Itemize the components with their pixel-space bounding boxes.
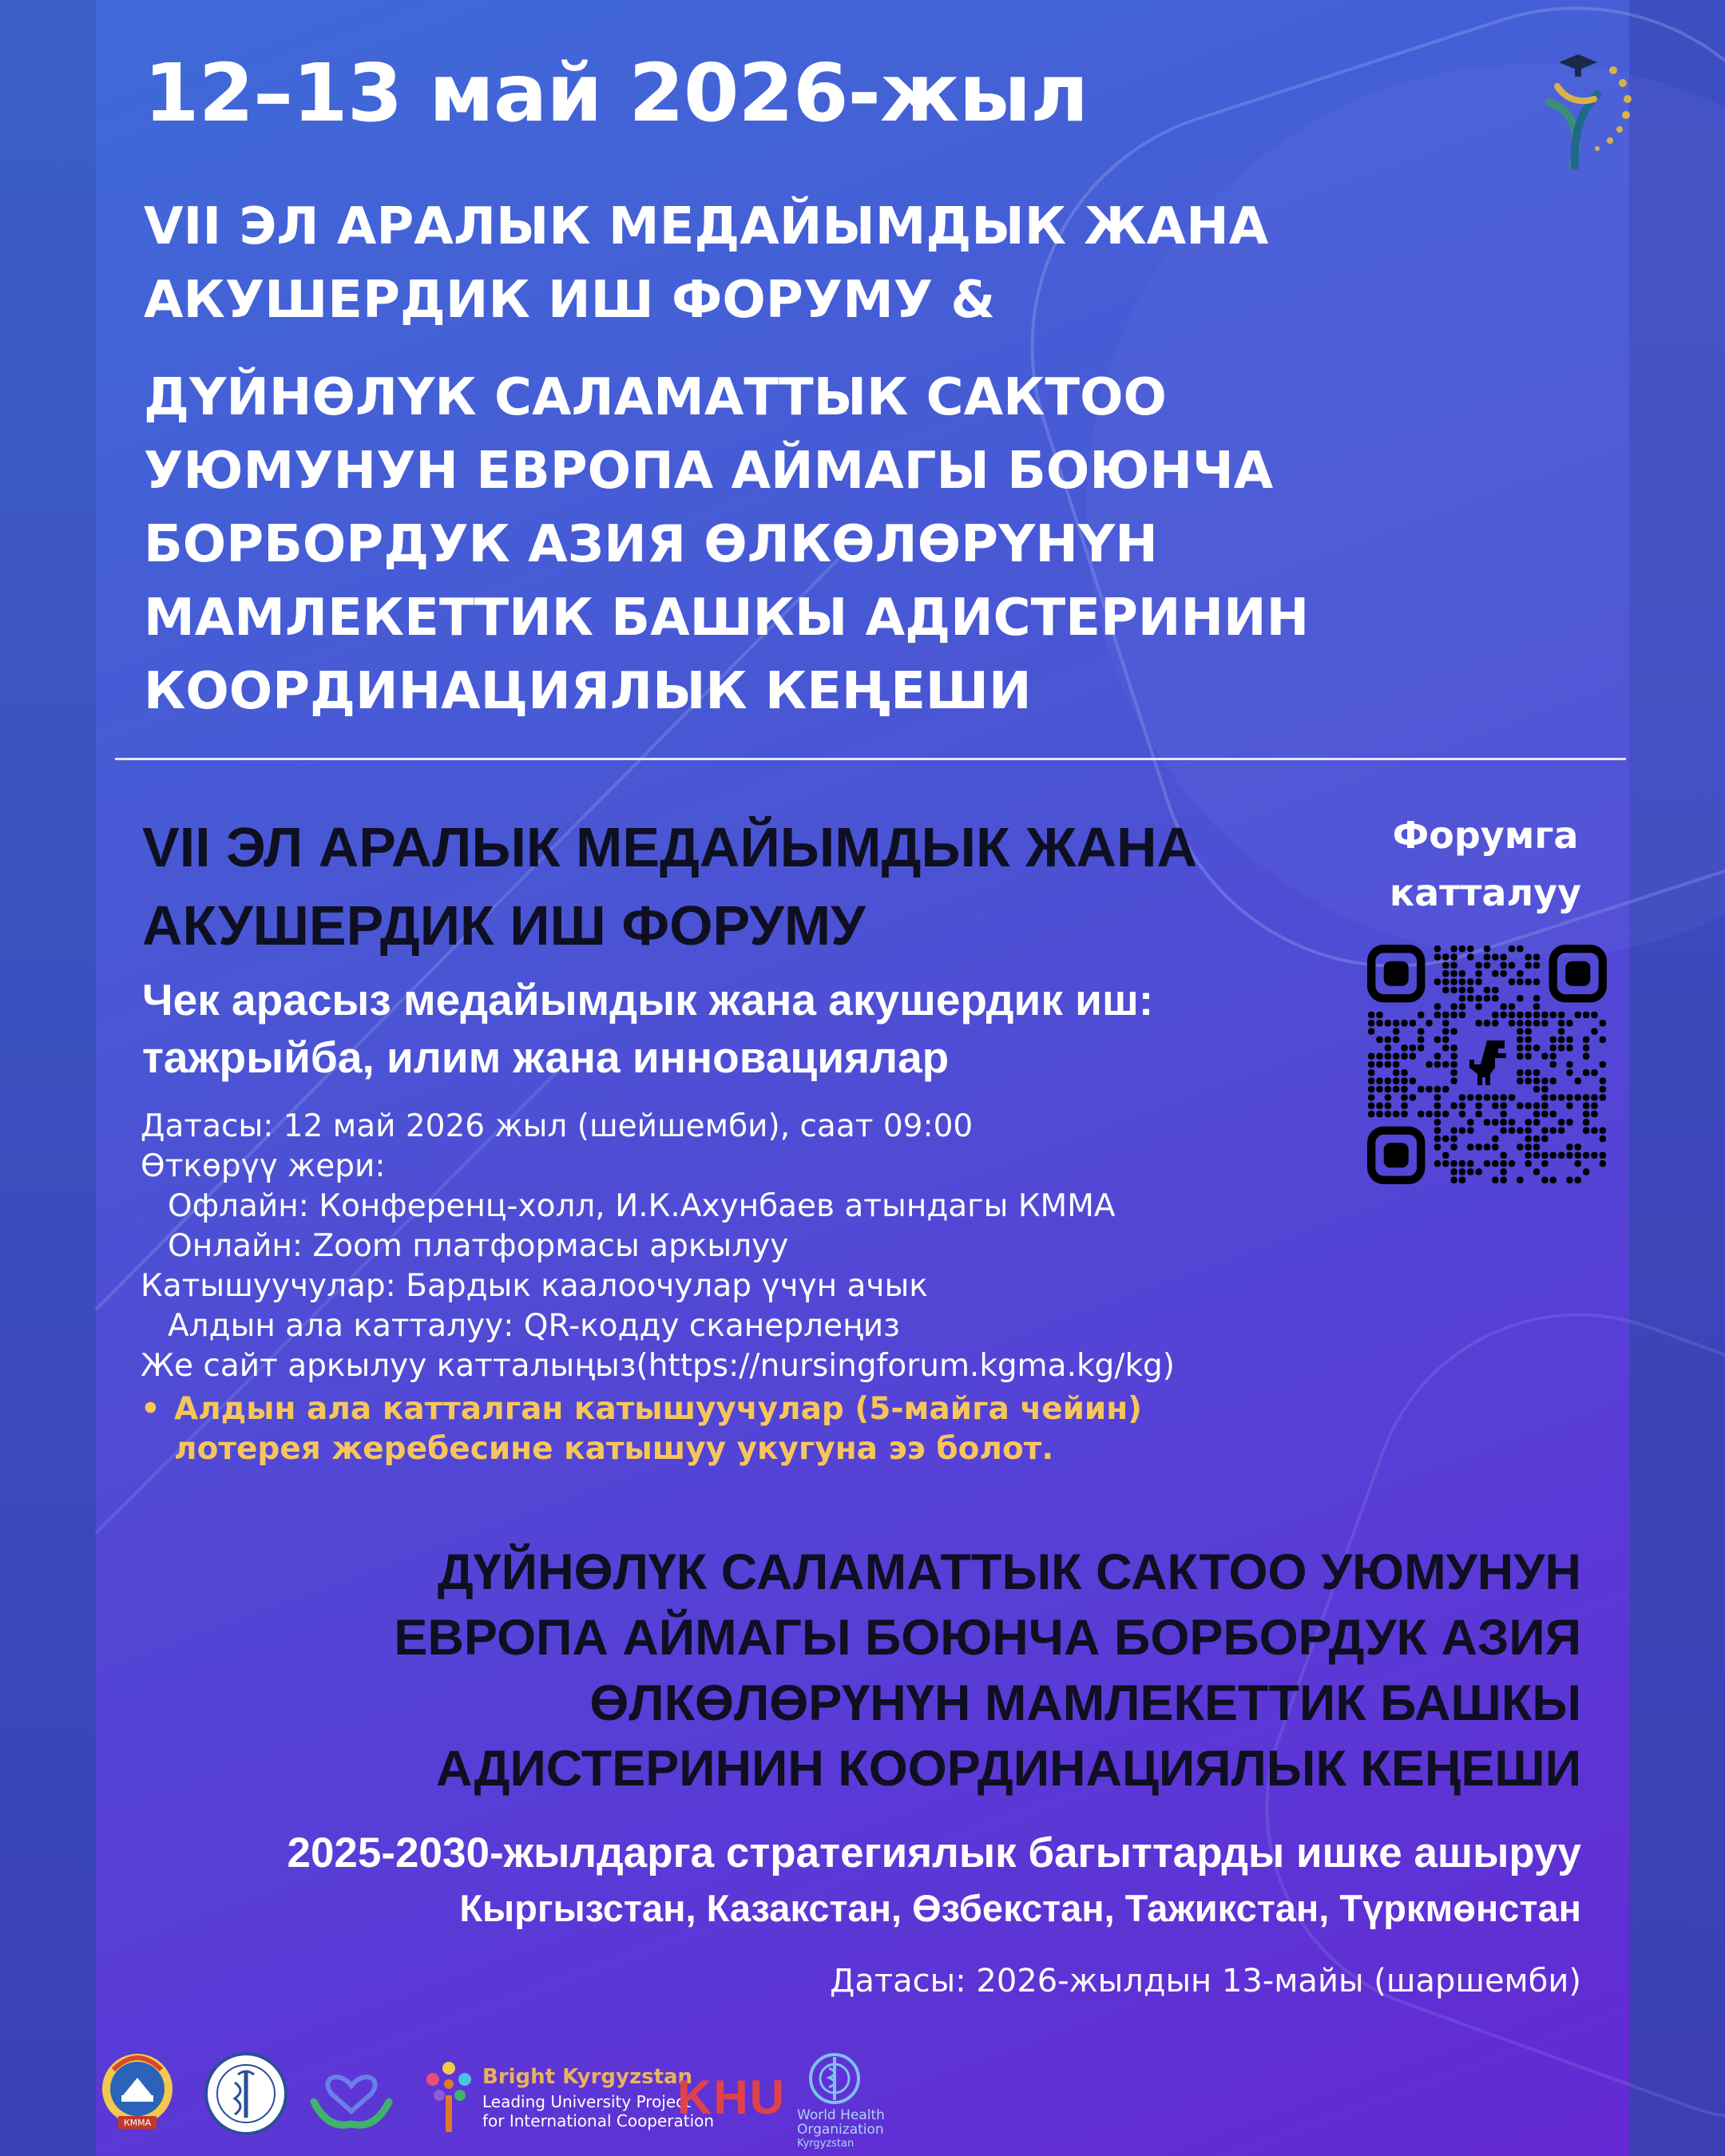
kgma-text: КММА — [123, 2118, 152, 2128]
who-emblem-icon — [807, 2051, 862, 2106]
header-forum-title — [144, 190, 1453, 337]
forum-date: Датасы: 12 май 2026 жыл (шейшемби), саат 09:00 — [141, 1108, 974, 1144]
registration-label-line: Форумга — [1392, 814, 1579, 857]
note-line: лотерея жеребесине катышуу укугуна ээ болот. — [174, 1431, 1054, 1467]
who-text — [797, 2108, 885, 2151]
header-line: УЮМУНУН ЕВРОПА АЙМАГЫ БОЮНЧА — [144, 442, 1274, 501]
bullet-icon: • — [141, 1391, 161, 1427]
council-title-line: ӨЛКӨЛӨРҮНҮН МАМЛЕКЕТТИК БАШКЫ — [589, 1675, 1581, 1731]
forum-details — [141, 1107, 1338, 1386]
header-line: МАМЛЕКЕТТИК БАШКЫ АДИСТЕРИНИН — [144, 589, 1310, 648]
forum-subtitle-line: Чек арасыз медайымдык жана акушердик иш: — [142, 975, 1154, 1024]
who-line: World Health — [797, 2107, 885, 2123]
note-line: Алдын ала катталган катышуучулар (5-майга чейин) — [174, 1391, 1142, 1427]
council-title-line: ДҮЙНӨЛҮК САЛАМАТТЫК САКТОО УЮМУНУН — [437, 1544, 1581, 1600]
who-line: Organization — [797, 2122, 884, 2138]
registration-label — [1350, 807, 1621, 921]
council-date: Датасы: 2026-жылдын 13-майы (шаршемби) — [830, 1963, 1581, 1999]
lottery-note — [141, 1389, 1259, 1469]
venue-online: Онлайн: Zoom платформасы аркылуу — [168, 1228, 789, 1264]
forum-emblem-icon — [1517, 46, 1637, 182]
preregistration: Алдын ала катталуу: QR-кодду сканерлеңиз — [168, 1308, 900, 1344]
registration-label-line: катталуу — [1389, 871, 1582, 914]
forum-subtitle — [142, 971, 1340, 1086]
kgma-emblem-icon — [99, 2046, 176, 2134]
header-line: VII ЭЛ АРАЛЫК МЕДАЙЫМДЫК ЖАНА — [144, 197, 1269, 256]
council-title-line: АДИСТЕРИНИН КООРДИНАЦИЯЛЫК КЕҢЕШИ — [435, 1741, 1581, 1797]
header-council-title — [144, 361, 1453, 728]
council-title-line: ЕВРОПА АЙМАГЫ БОЮНЧА БОРБОРДУК АЗИЯ — [394, 1610, 1581, 1666]
ministry-seal-icon — [203, 2051, 289, 2137]
header-line: АКУШЕРДИК ИШ ФОРУМУ & — [144, 271, 996, 330]
header-line: БОРБОРДУК АЗИЯ ӨЛКӨЛӨРҮНҮН — [144, 515, 1158, 574]
event-date: 12–13 май 2026-жыл — [144, 46, 1089, 140]
forum-subtitle-line: тажрыйба, илим жана инновациялар — [142, 1032, 950, 1082]
section-divider — [115, 758, 1626, 760]
venue-offline: Офлайн: Конференц-холл, И.К.Ахунбаев атындагы КММА — [168, 1188, 1116, 1224]
bright-kyrgyzstan-line: Leading University Project — [482, 2092, 692, 2111]
forum-title-line: АКУШЕРДИК ИШ ФОРУМУ — [142, 894, 866, 957]
header-line: КООРДИНАЦИЯЛЫК КЕҢЕШИ — [144, 662, 1032, 721]
council-countries: Кыргызстан, Казакстан, Өзбекстан, Тажикстан, Түркмөнстан — [459, 1887, 1581, 1929]
bright-kyrgyzstan-tree-icon — [417, 2055, 481, 2135]
who-line: Kyrgyzstan — [797, 2138, 855, 2150]
hands-heart-icon — [307, 2054, 395, 2134]
council-title — [224, 1540, 1581, 1801]
bright-kyrgyzstan-line: for International Cooperation — [482, 2111, 715, 2130]
venue-label: Өткөрүү жери: — [141, 1148, 386, 1184]
council-subtitle: 2025-2030-жылдарга стратегиялык багыттарды ишке ашыруу — [287, 1829, 1581, 1877]
forum-title-line: VII ЭЛ АРАЛЫК МЕДАЙЫМДЫК ЖАНА — [142, 816, 1198, 878]
header-line: ДҮЙНӨЛҮК САЛАМАТТЫК САКТОО — [144, 368, 1167, 427]
registration-website[interactable]: Же сайт аркылуу катталыңыз(https://nursingforum.kgma.kg/kg) — [141, 1348, 1175, 1384]
forum-title — [142, 808, 1340, 965]
qr-code-icon[interactable] — [1367, 945, 1607, 1184]
khu-logo: KHU — [677, 2071, 786, 2124]
participants: Катышуучулар: Бардык каалоочулар үчүн ачык — [141, 1268, 928, 1304]
bright-kyrgyzstan-name: Bright Kyrgyzstan — [482, 2065, 693, 2089]
